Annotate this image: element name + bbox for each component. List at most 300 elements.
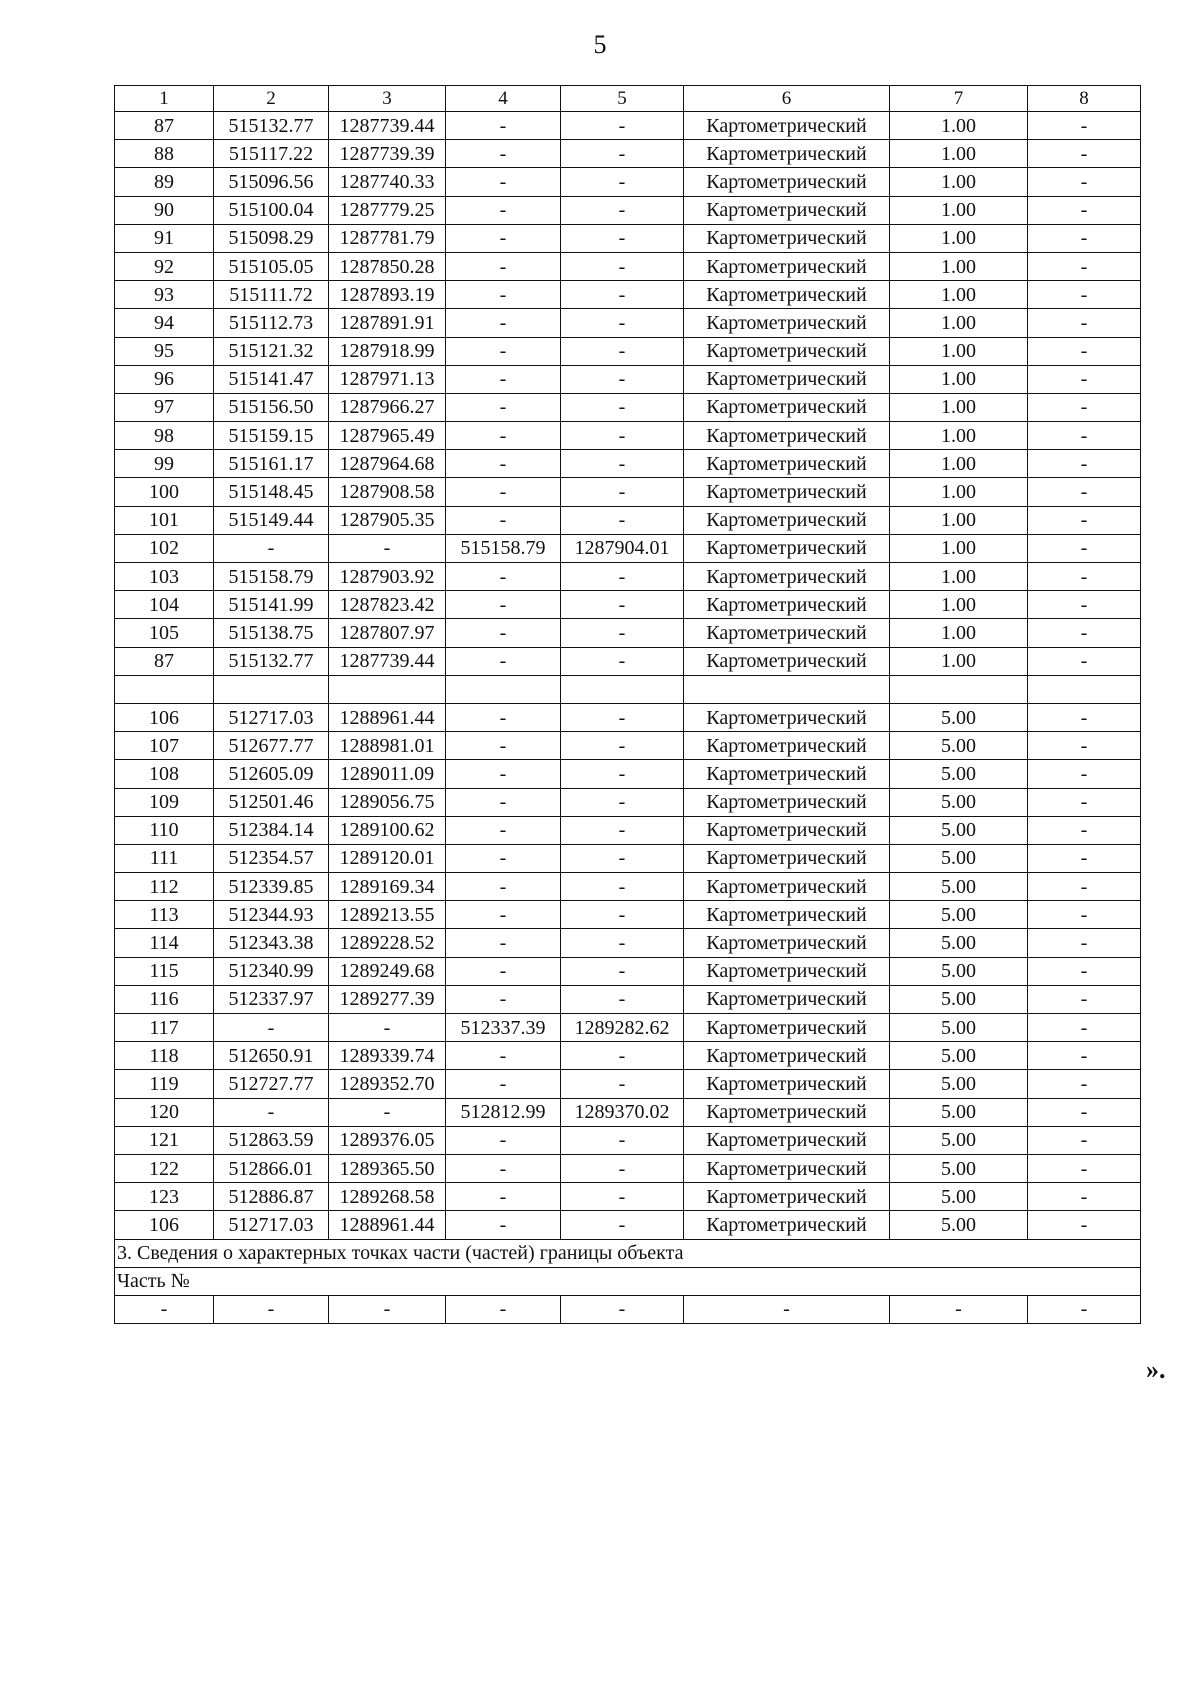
column-header: 1 — [115, 86, 214, 112]
table-cell: 512337.97 — [214, 985, 329, 1013]
table-row — [115, 760, 1141, 788]
table-cell: 1289376.05 — [329, 1126, 446, 1154]
coordinates-table-body — [115, 86, 1141, 1324]
table-cell: - — [561, 196, 684, 224]
table-cell: 1.00 — [890, 534, 1028, 562]
table-cell: 110 — [115, 816, 214, 844]
table-cell: 117 — [115, 1014, 214, 1042]
table-row — [115, 816, 1141, 844]
table-cell: - — [446, 563, 561, 591]
table-cell: - — [1028, 309, 1141, 337]
table-cell: Картометрический — [684, 1070, 890, 1098]
table-cell: 1289282.62 — [561, 1014, 684, 1042]
table-cell: - — [446, 760, 561, 788]
table-cell: Картометрический — [684, 1014, 890, 1042]
table-row — [115, 873, 1141, 901]
table-cell: 103 — [115, 563, 214, 591]
table-cell: 1.00 — [890, 591, 1028, 619]
table-cell: - — [1028, 252, 1141, 280]
table-cell: - — [446, 788, 561, 816]
table-cell: - — [561, 647, 684, 675]
table-cell: Картометрический — [684, 563, 890, 591]
table-cell: - — [1028, 760, 1141, 788]
table-cell: 1289352.70 — [329, 1070, 446, 1098]
table-row — [115, 788, 1141, 816]
table-cell — [329, 675, 446, 703]
table-cell: 1.00 — [890, 224, 1028, 252]
table-cell: - — [446, 393, 561, 421]
table-cell: 512812.99 — [446, 1098, 561, 1126]
table-cell: - — [1028, 1098, 1141, 1126]
table-cell — [1028, 675, 1141, 703]
table-cell: 105 — [115, 619, 214, 647]
column-header: 3 — [329, 86, 446, 112]
table-cell: - — [1028, 1042, 1141, 1070]
table-cell: 1287740.33 — [329, 168, 446, 196]
table-cell: 5.00 — [890, 1154, 1028, 1182]
part-cell: - — [446, 1295, 561, 1323]
table-cell: - — [1028, 393, 1141, 421]
table-cell: 512337.39 — [446, 1014, 561, 1042]
table-cell: 1287918.99 — [329, 337, 446, 365]
column-header: 7 — [890, 86, 1028, 112]
table-cell: 5.00 — [890, 873, 1028, 901]
table-cell: 5.00 — [890, 1042, 1028, 1070]
table-cell: - — [446, 873, 561, 901]
table-cell — [684, 675, 890, 703]
part-cell: - — [684, 1295, 890, 1323]
table-cell: 512717.03 — [214, 703, 329, 731]
table-cell: 515111.72 — [214, 281, 329, 309]
table-row — [115, 393, 1141, 421]
table-cell: - — [561, 563, 684, 591]
table-cell: 515132.77 — [214, 112, 329, 140]
table-cell: 1287807.97 — [329, 619, 446, 647]
table-cell: - — [561, 168, 684, 196]
table-cell: 122 — [115, 1154, 214, 1182]
table-cell: - — [446, 478, 561, 506]
table-cell: 98 — [115, 422, 214, 450]
table-row — [115, 563, 1141, 591]
table-cell: - — [561, 703, 684, 731]
table-cell: 5.00 — [890, 760, 1028, 788]
table-cell: 512384.14 — [214, 816, 329, 844]
table-cell: - — [1028, 901, 1141, 929]
table-cell: - — [561, 844, 684, 872]
part-cell: - — [890, 1295, 1028, 1323]
table-cell: 123 — [115, 1183, 214, 1211]
table-cell: 515112.73 — [214, 309, 329, 337]
table-cell: 5.00 — [890, 957, 1028, 985]
table-cell: - — [561, 112, 684, 140]
table-cell: 1287893.19 — [329, 281, 446, 309]
table-cell: Картометрический — [684, 1042, 890, 1070]
table-cell: 1289370.02 — [561, 1098, 684, 1126]
table-cell: - — [446, 647, 561, 675]
table-cell: - — [561, 393, 684, 421]
table-cell: 512501.46 — [214, 788, 329, 816]
column-header: 6 — [684, 86, 890, 112]
table-row — [115, 196, 1141, 224]
table-cell: 1.00 — [890, 422, 1028, 450]
table-cell: - — [1028, 1183, 1141, 1211]
table-cell: - — [1028, 844, 1141, 872]
table-cell: - — [1028, 506, 1141, 534]
table-cell: 100 — [115, 478, 214, 506]
table-cell: - — [446, 732, 561, 760]
table-cell: - — [446, 196, 561, 224]
table-cell: 512344.93 — [214, 901, 329, 929]
table-cell: - — [446, 957, 561, 985]
table-cell: 1.00 — [890, 478, 1028, 506]
table-cell: 1.00 — [890, 365, 1028, 393]
table-row — [115, 985, 1141, 1013]
table-cell: Картометрический — [684, 450, 890, 478]
table-cell: 512339.85 — [214, 873, 329, 901]
part-cell: - — [214, 1295, 329, 1323]
table-cell: - — [561, 1183, 684, 1211]
table-cell: 515149.44 — [214, 506, 329, 534]
part-cell: - — [329, 1295, 446, 1323]
table-cell — [115, 675, 214, 703]
table-cell: 113 — [115, 901, 214, 929]
table-cell: 512886.87 — [214, 1183, 329, 1211]
table-cell: - — [1028, 619, 1141, 647]
section-title-row — [115, 1239, 1141, 1267]
column-header: 4 — [446, 86, 561, 112]
table-cell: - — [1028, 1014, 1141, 1042]
table-cell: 5.00 — [890, 901, 1028, 929]
table-cell: 515159.15 — [214, 422, 329, 450]
table-cell: - — [1028, 1070, 1141, 1098]
table-cell: Картометрический — [684, 816, 890, 844]
table-cell: - — [446, 816, 561, 844]
table-cell: 512605.09 — [214, 760, 329, 788]
table-cell: Картометрический — [684, 393, 890, 421]
table-cell: Картометрический — [684, 929, 890, 957]
table-cell: Картометрический — [684, 985, 890, 1013]
table-cell: - — [1028, 365, 1141, 393]
table-cell: 119 — [115, 1070, 214, 1098]
table-cell: 95 — [115, 337, 214, 365]
table-cell: Картометрический — [684, 168, 890, 196]
table-cell: Картометрический — [684, 844, 890, 872]
table-row — [115, 703, 1141, 731]
table-cell: 115 — [115, 957, 214, 985]
table-cell: - — [446, 1154, 561, 1182]
table-cell: 1.00 — [890, 619, 1028, 647]
table-cell: - — [561, 1042, 684, 1070]
table-cell: 512343.38 — [214, 929, 329, 957]
table-cell: Картометрический — [684, 703, 890, 731]
table-cell: - — [561, 140, 684, 168]
table-cell: 1.00 — [890, 140, 1028, 168]
table-cell: - — [561, 1154, 684, 1182]
table-cell: - — [561, 816, 684, 844]
table-cell: 1287964.68 — [329, 450, 446, 478]
table-cell: 5.00 — [890, 1126, 1028, 1154]
table-cell: - — [214, 1014, 329, 1042]
table-cell: Картометрический — [684, 619, 890, 647]
table-cell: 116 — [115, 985, 214, 1013]
table-cell: - — [1028, 732, 1141, 760]
table-cell: 1287739.44 — [329, 647, 446, 675]
table-cell: 515161.17 — [214, 450, 329, 478]
table-cell: 515158.79 — [214, 563, 329, 591]
table-cell: 87 — [115, 112, 214, 140]
table-cell — [446, 675, 561, 703]
table-cell: 515100.04 — [214, 196, 329, 224]
table-cell: 5.00 — [890, 929, 1028, 957]
table-cell: Картометрический — [684, 281, 890, 309]
table-cell: Картометрический — [684, 506, 890, 534]
table-cell: Картометрический — [684, 252, 890, 280]
table-cell: - — [1028, 703, 1141, 731]
table-cell: - — [446, 224, 561, 252]
table-cell: 5.00 — [890, 985, 1028, 1013]
table-row — [115, 619, 1141, 647]
table-cell: 88 — [115, 140, 214, 168]
table-cell: - — [329, 1014, 446, 1042]
table-row — [115, 844, 1141, 872]
table-cell: Картометрический — [684, 1183, 890, 1211]
table-cell: 101 — [115, 506, 214, 534]
table-cell: - — [446, 703, 561, 731]
table-cell: - — [446, 844, 561, 872]
table-cell: 106 — [115, 1211, 214, 1239]
table-row — [115, 422, 1141, 450]
table-cell: 120 — [115, 1098, 214, 1126]
table-cell: 1287965.49 — [329, 422, 446, 450]
table-cell: 515141.99 — [214, 591, 329, 619]
table-cell: - — [561, 1126, 684, 1154]
table-cell: 111 — [115, 844, 214, 872]
table-cell: - — [1028, 112, 1141, 140]
table-cell: 1289100.62 — [329, 816, 446, 844]
table-cell: Картометрический — [684, 140, 890, 168]
table-cell: 1287905.35 — [329, 506, 446, 534]
table-row — [115, 591, 1141, 619]
table-cell: - — [1028, 140, 1141, 168]
table-cell: - — [561, 1211, 684, 1239]
table-cell: - — [561, 619, 684, 647]
table-cell: - — [1028, 788, 1141, 816]
table-row — [115, 957, 1141, 985]
table-cell: - — [329, 534, 446, 562]
table-cell: 1287971.13 — [329, 365, 446, 393]
table-cell: 5.00 — [890, 816, 1028, 844]
table-cell: - — [1028, 534, 1141, 562]
table-cell: - — [561, 252, 684, 280]
section-title: 3. Сведения о характерных точках части (частей) границы объекта — [115, 1239, 1141, 1267]
table-row — [115, 478, 1141, 506]
table-cell: - — [446, 112, 561, 140]
table-cell: 1.00 — [890, 337, 1028, 365]
table-cell: - — [446, 985, 561, 1013]
table-cell: 5.00 — [890, 788, 1028, 816]
table-row — [115, 1014, 1141, 1042]
table-cell: - — [561, 732, 684, 760]
table-cell: - — [214, 534, 329, 562]
table-cell: - — [561, 506, 684, 534]
part-cell: - — [561, 1295, 684, 1323]
table-cell: 109 — [115, 788, 214, 816]
table-cell: 1.00 — [890, 647, 1028, 675]
table-row — [115, 450, 1141, 478]
table-cell: 515121.32 — [214, 337, 329, 365]
table-cell: 1.00 — [890, 168, 1028, 196]
table-cell: - — [561, 873, 684, 901]
table-cell: 1287823.42 — [329, 591, 446, 619]
table-cell: 515117.22 — [214, 140, 329, 168]
table-cell: - — [1028, 281, 1141, 309]
table-cell: Картометрический — [684, 422, 890, 450]
table-cell: 5.00 — [890, 1098, 1028, 1126]
table-cell: Картометрический — [684, 732, 890, 760]
column-header: 2 — [214, 86, 329, 112]
table-cell — [890, 675, 1028, 703]
table-cell: 512354.57 — [214, 844, 329, 872]
table-cell: - — [561, 788, 684, 816]
page-number: 5 — [593, 30, 607, 59]
table-cell: - — [1028, 1126, 1141, 1154]
table-cell: - — [1028, 224, 1141, 252]
table-cell: - — [561, 591, 684, 619]
table-row — [115, 647, 1141, 675]
table-cell: 107 — [115, 732, 214, 760]
table-header-row — [115, 86, 1141, 112]
table-cell: Картометрический — [684, 788, 890, 816]
part-cell: - — [115, 1295, 214, 1323]
table-cell: - — [561, 422, 684, 450]
table-cell: 1289169.34 — [329, 873, 446, 901]
table-cell: - — [446, 619, 561, 647]
table-cell: - — [561, 957, 684, 985]
table-cell: 1289268.58 — [329, 1183, 446, 1211]
table-cell: 108 — [115, 760, 214, 788]
table-cell: - — [1028, 816, 1141, 844]
table-cell: 106 — [115, 703, 214, 731]
table-cell: - — [1028, 337, 1141, 365]
table-cell: Картометрический — [684, 365, 890, 393]
table-cell: - — [561, 224, 684, 252]
table-cell: 5.00 — [890, 1211, 1028, 1239]
table-cell: 5.00 — [890, 732, 1028, 760]
table-cell: 1289011.09 — [329, 760, 446, 788]
table-cell: 512866.01 — [214, 1154, 329, 1182]
table-cell: 1287739.44 — [329, 112, 446, 140]
table-cell: - — [1028, 168, 1141, 196]
table-cell: - — [1028, 196, 1141, 224]
table-cell: 1289056.75 — [329, 788, 446, 816]
table-cell: Картометрический — [684, 957, 890, 985]
part-label-row — [115, 1267, 1141, 1295]
table-cell: - — [561, 1070, 684, 1098]
table-cell: 515098.29 — [214, 224, 329, 252]
table-cell: 512677.77 — [214, 732, 329, 760]
table-cell: - — [446, 1126, 561, 1154]
table-cell: - — [446, 591, 561, 619]
table-row — [115, 1183, 1141, 1211]
table-cell: 1289365.50 — [329, 1154, 446, 1182]
table-row — [115, 675, 1141, 703]
table-cell: - — [1028, 563, 1141, 591]
table-cell: Картометрический — [684, 591, 890, 619]
table-row — [115, 1070, 1141, 1098]
table-cell: 114 — [115, 929, 214, 957]
table-cell: 515156.50 — [214, 393, 329, 421]
table-cell: 515158.79 — [446, 534, 561, 562]
table-cell: - — [446, 1070, 561, 1098]
table-cell: Картометрический — [684, 337, 890, 365]
table-cell: 512650.91 — [214, 1042, 329, 1070]
table-row — [115, 365, 1141, 393]
table-row — [115, 1154, 1141, 1182]
table-cell: 1287850.28 — [329, 252, 446, 280]
table-cell: - — [446, 337, 561, 365]
part-values-row — [115, 1295, 1141, 1323]
table-cell: - — [446, 252, 561, 280]
table-cell: Картометрический — [684, 478, 890, 506]
table-cell: 1287779.25 — [329, 196, 446, 224]
table-cell: Картометрический — [684, 1126, 890, 1154]
table-row — [115, 1126, 1141, 1154]
table-cell: 1.00 — [890, 112, 1028, 140]
table-cell: 1287891.91 — [329, 309, 446, 337]
table-cell: 1288961.44 — [329, 1211, 446, 1239]
table-cell: 5.00 — [890, 1070, 1028, 1098]
table-cell: 93 — [115, 281, 214, 309]
table-cell: Картометрический — [684, 534, 890, 562]
table-cell: 1288961.44 — [329, 703, 446, 731]
table-row — [115, 112, 1141, 140]
table-row — [115, 534, 1141, 562]
table-cell: 118 — [115, 1042, 214, 1070]
column-header: 5 — [561, 86, 684, 112]
table-row — [115, 337, 1141, 365]
column-header: 8 — [1028, 86, 1141, 112]
table-cell: 512717.03 — [214, 1211, 329, 1239]
table-cell: Картометрический — [684, 873, 890, 901]
table-row — [115, 1098, 1141, 1126]
table-cell: 94 — [115, 309, 214, 337]
table-cell: 1289277.39 — [329, 985, 446, 1013]
table-cell: Картометрический — [684, 196, 890, 224]
table-cell: - — [446, 929, 561, 957]
table-cell: 91 — [115, 224, 214, 252]
table-cell: 1287739.39 — [329, 140, 446, 168]
table-row — [115, 224, 1141, 252]
table-cell: 512727.77 — [214, 1070, 329, 1098]
coordinates-table — [114, 85, 1141, 1324]
table-cell: 515138.75 — [214, 619, 329, 647]
table-cell: Картометрический — [684, 309, 890, 337]
table-cell: - — [446, 1183, 561, 1211]
table-cell: - — [561, 337, 684, 365]
table-cell: - — [1028, 422, 1141, 450]
table-row — [115, 281, 1141, 309]
table-cell: - — [446, 422, 561, 450]
table-cell: 1.00 — [890, 450, 1028, 478]
table-cell: 1287904.01 — [561, 534, 684, 562]
table-cell: 512863.59 — [214, 1126, 329, 1154]
table-cell: - — [446, 365, 561, 393]
table-cell: 112 — [115, 873, 214, 901]
table-cell: 96 — [115, 365, 214, 393]
table-cell: - — [1028, 478, 1141, 506]
table-cell: - — [446, 506, 561, 534]
table-row — [115, 1042, 1141, 1070]
